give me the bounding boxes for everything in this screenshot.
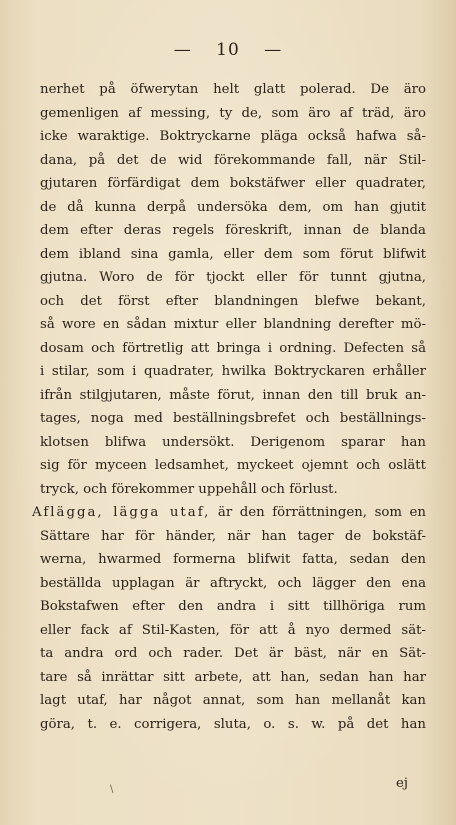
text-line: Bokstafwen efter den andra i sitt tillhöriga rum bbox=[40, 599, 426, 614]
text-line: de då kunna derpå undersöka dem, om han gjutit bbox=[40, 199, 426, 215]
text-line: dem efter deras regels föreskrift, innan de blanda bbox=[40, 223, 426, 238]
text-line: tages, noga med beställningsbrefet och beställnings- bbox=[40, 411, 426, 426]
text-line: ta andra ord och rader. Det är bäst, när en Sät- bbox=[40, 646, 426, 661]
text-line: gemenligen af messing, ty de, som äro af träd, äro bbox=[40, 105, 426, 121]
header-dash-right: — bbox=[264, 40, 283, 60]
entry-term: Aflägga, lägga utaf, bbox=[32, 505, 211, 520]
entry-text: är den förrättningen, som en bbox=[217, 505, 426, 520]
text-line: ifrån stilgjutaren, måste förut, innan den till bruk an- bbox=[40, 387, 426, 403]
paragraph-1 bbox=[40, 78, 426, 501]
text-line: nerhet på öfwerytan helt glatt polerad. De äro bbox=[40, 82, 426, 97]
text-line: dem ibland sina gamla, eller dem som förut blifwit bbox=[40, 246, 426, 262]
page-header bbox=[0, 40, 456, 60]
text-line: gjutna. Woro de för tjockt eller för tunnt gjutna, bbox=[40, 270, 426, 285]
page-number: 10 bbox=[216, 40, 240, 60]
text-line: dosam och förtretlig att bringa i ordning. Defecten så bbox=[40, 340, 426, 356]
text-line: Sättare har för händer, när han tager de bokstäf- bbox=[40, 528, 426, 544]
text-line: icke waraktige. Boktryckarne pläga också hafwa så- bbox=[40, 129, 426, 144]
margin-mark: \ bbox=[110, 784, 114, 795]
text-line: i stilar, som i quadrater, hwilka Boktryckaren erhåller bbox=[40, 364, 426, 379]
page-body bbox=[32, 78, 426, 736]
text-line: sig för myceen ledsamhet, myckeet ojemnt och oslätt bbox=[40, 458, 426, 473]
text-line: klotsen blifwa undersökt. Derigenom sparar han bbox=[40, 434, 426, 450]
text-line: så wore en sådan mixtur eller blandning derefter mö- bbox=[40, 317, 426, 332]
header-dash-left: — bbox=[173, 40, 192, 60]
text-line: tryck, och förekommer uppehåll och förlust. bbox=[40, 481, 338, 497]
paragraph-2 bbox=[32, 501, 426, 736]
text-line: gjutaren förfärdigat dem bokstäfwer eller quadrater, bbox=[40, 176, 426, 191]
text-line: lagt utaf, har något annat, som han mellanåt kan bbox=[40, 693, 426, 708]
text-line: och det först efter blandningen blefwe bekant, bbox=[40, 293, 426, 309]
text-line: göra, t. e. corrigera, sluta, o. s. w. på det han bbox=[40, 716, 426, 732]
text-line: tare så inrättar sitt arbete, att han, sedan han har bbox=[40, 669, 426, 685]
text-line bbox=[32, 501, 426, 525]
text-line: dana, på det de wid förekommande fall, när Stil- bbox=[40, 152, 426, 168]
text-line: eller fack af Stil-Kasten, för att å nyo dermed sät- bbox=[40, 622, 426, 638]
catchword: ej bbox=[396, 776, 408, 791]
text-line: werna, hwarmed formerna blifwit fatta, sedan den bbox=[40, 552, 426, 567]
text-line: beställda upplagan är aftryckt, och lägger den ena bbox=[40, 575, 426, 591]
